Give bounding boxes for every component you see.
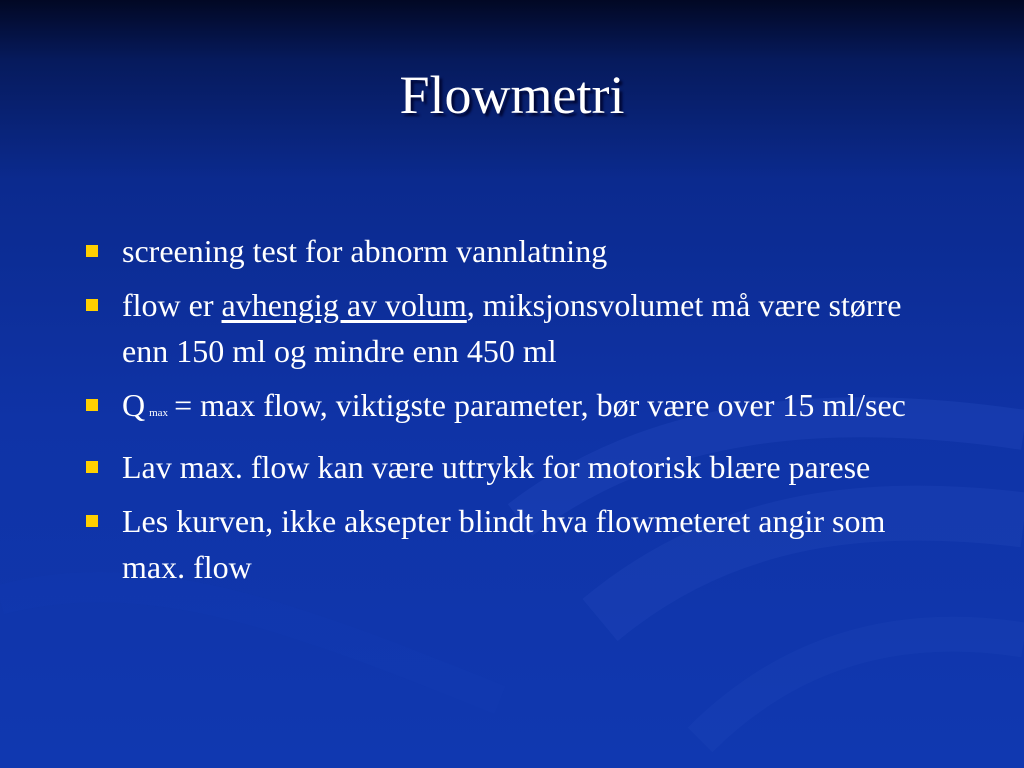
bullet-item [84, 282, 924, 374]
square-bullet-icon [86, 515, 98, 527]
bullet-subscript: max [149, 407, 169, 419]
bullet-item [84, 382, 924, 436]
bullet-text-after: = max flow, viktigste parameter, bør være over 15 ml/sec [174, 387, 906, 423]
bullet-item [84, 444, 924, 490]
bullet-main-symbol: Q [122, 387, 146, 423]
bullet-text: Lav max. flow kan være uttrykk for motorisk blære parese [122, 449, 871, 485]
bullet-text: Les kurven, ikke aksepter blindt hva flowmeteret angir som max. flow [122, 503, 886, 585]
bullet-text-after: , miksjonsvolumet må være større enn 150 ml og mindre enn 450 ml [122, 287, 902, 369]
square-bullet-icon [86, 461, 98, 473]
square-bullet-icon [86, 399, 98, 411]
square-bullet-icon [86, 245, 98, 257]
bullet-item [84, 228, 924, 274]
square-bullet-icon [86, 299, 98, 311]
bullet-item [84, 498, 924, 590]
slide-title: Flowmetri [399, 65, 625, 125]
bullet-text-before: flow er [122, 287, 222, 323]
bullet-list [84, 228, 924, 598]
bullet-underlined-text: avhengig av volum [221, 287, 467, 323]
bullet-text: screening test for abnorm vannlatning [122, 233, 608, 269]
